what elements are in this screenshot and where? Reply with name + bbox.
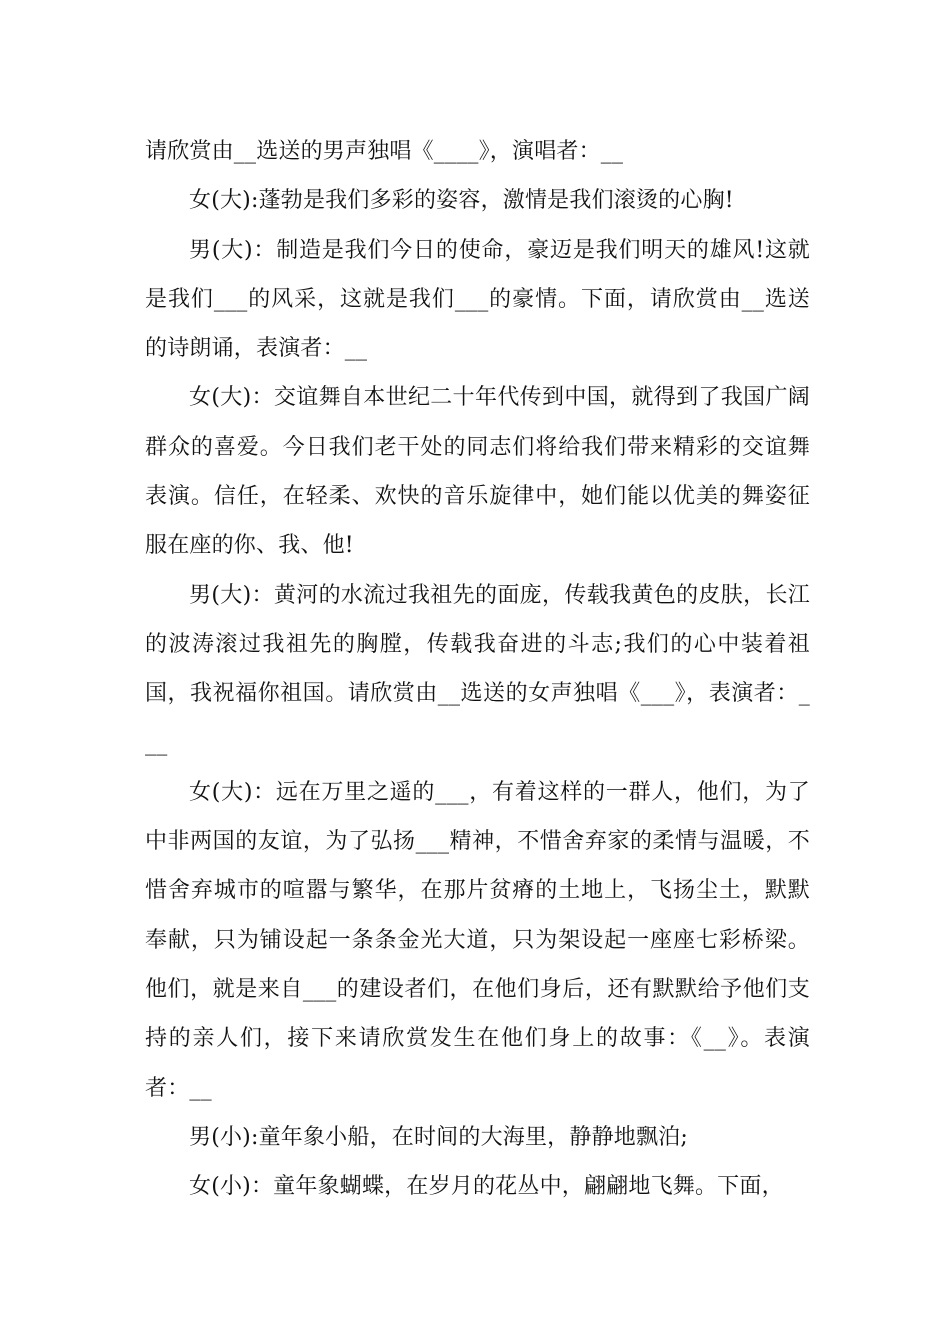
paragraph-male-small-1: 男(小):童年象小船，在时间的大海里，静静地飘泊; <box>189 1124 688 1150</box>
paragraph-female-big-2: 女(大)：交谊舞自本世纪二十年代传到中国，就得到了我国广阔群众的喜爱。今日我们老干处的同志们将给我们带来精彩的交谊舞表演。信任，在轻柔、欢快的音乐旋律中，她们能以优美的舞姿征服在座的你、我、他! <box>145 385 810 559</box>
paragraph-female-big-1: 女(大):蓬勃是我们多彩的姿容，激情是我们滚烫的心胸! <box>189 188 734 214</box>
paragraph-male-solo-intro: 请欣赏由__选送的男声独唱《____》，演唱者：__ <box>145 139 624 164</box>
paragraph-female-small-1: 女(小)：童年象蝴蝶，在岁月的花丛中，翩翩地飞舞。下面， <box>189 1174 784 1200</box>
document-body <box>145 127 810 1212</box>
paragraph-female-big-3: 女(大)：远在万里之遥的___，有着这样的一群人，他们，为了中非两国的友谊，为了弘扬___精神，不惜舍弃家的柔情与温暖，不惜舍弃城市的喧嚣与繁华，在那片贫瘠的土地上，飞扬尘土，默默奉献，只为铺设起一条条金光大道，只为架设起一座座七彩桥梁。他们，就是来自___的建设者们，在他们身后，还有默默给予他们支持的亲人们，接下来请欣赏发生在他们身上的故事：《__》。表演者：__ <box>145 779 810 1101</box>
paragraph-male-big-2: 男(大)：黄河的水流过我祖先的面庞，传载我黄色的皮肤，长江的波涛滚过我祖先的胸膛，传载我奋进的斗志;我们的心中装着祖国，我祝福你祖国。请欣赏由__选送的女声独唱《___》，表演者：___ <box>145 582 810 756</box>
paragraph-male-big-1: 男(大)：制造是我们今日的使命，豪迈是我们明天的雄风!这就是我们___的风采，这就是我们___的豪情。下面，请欣赏由__选送的诗朗诵，表演者：__ <box>145 237 810 362</box>
